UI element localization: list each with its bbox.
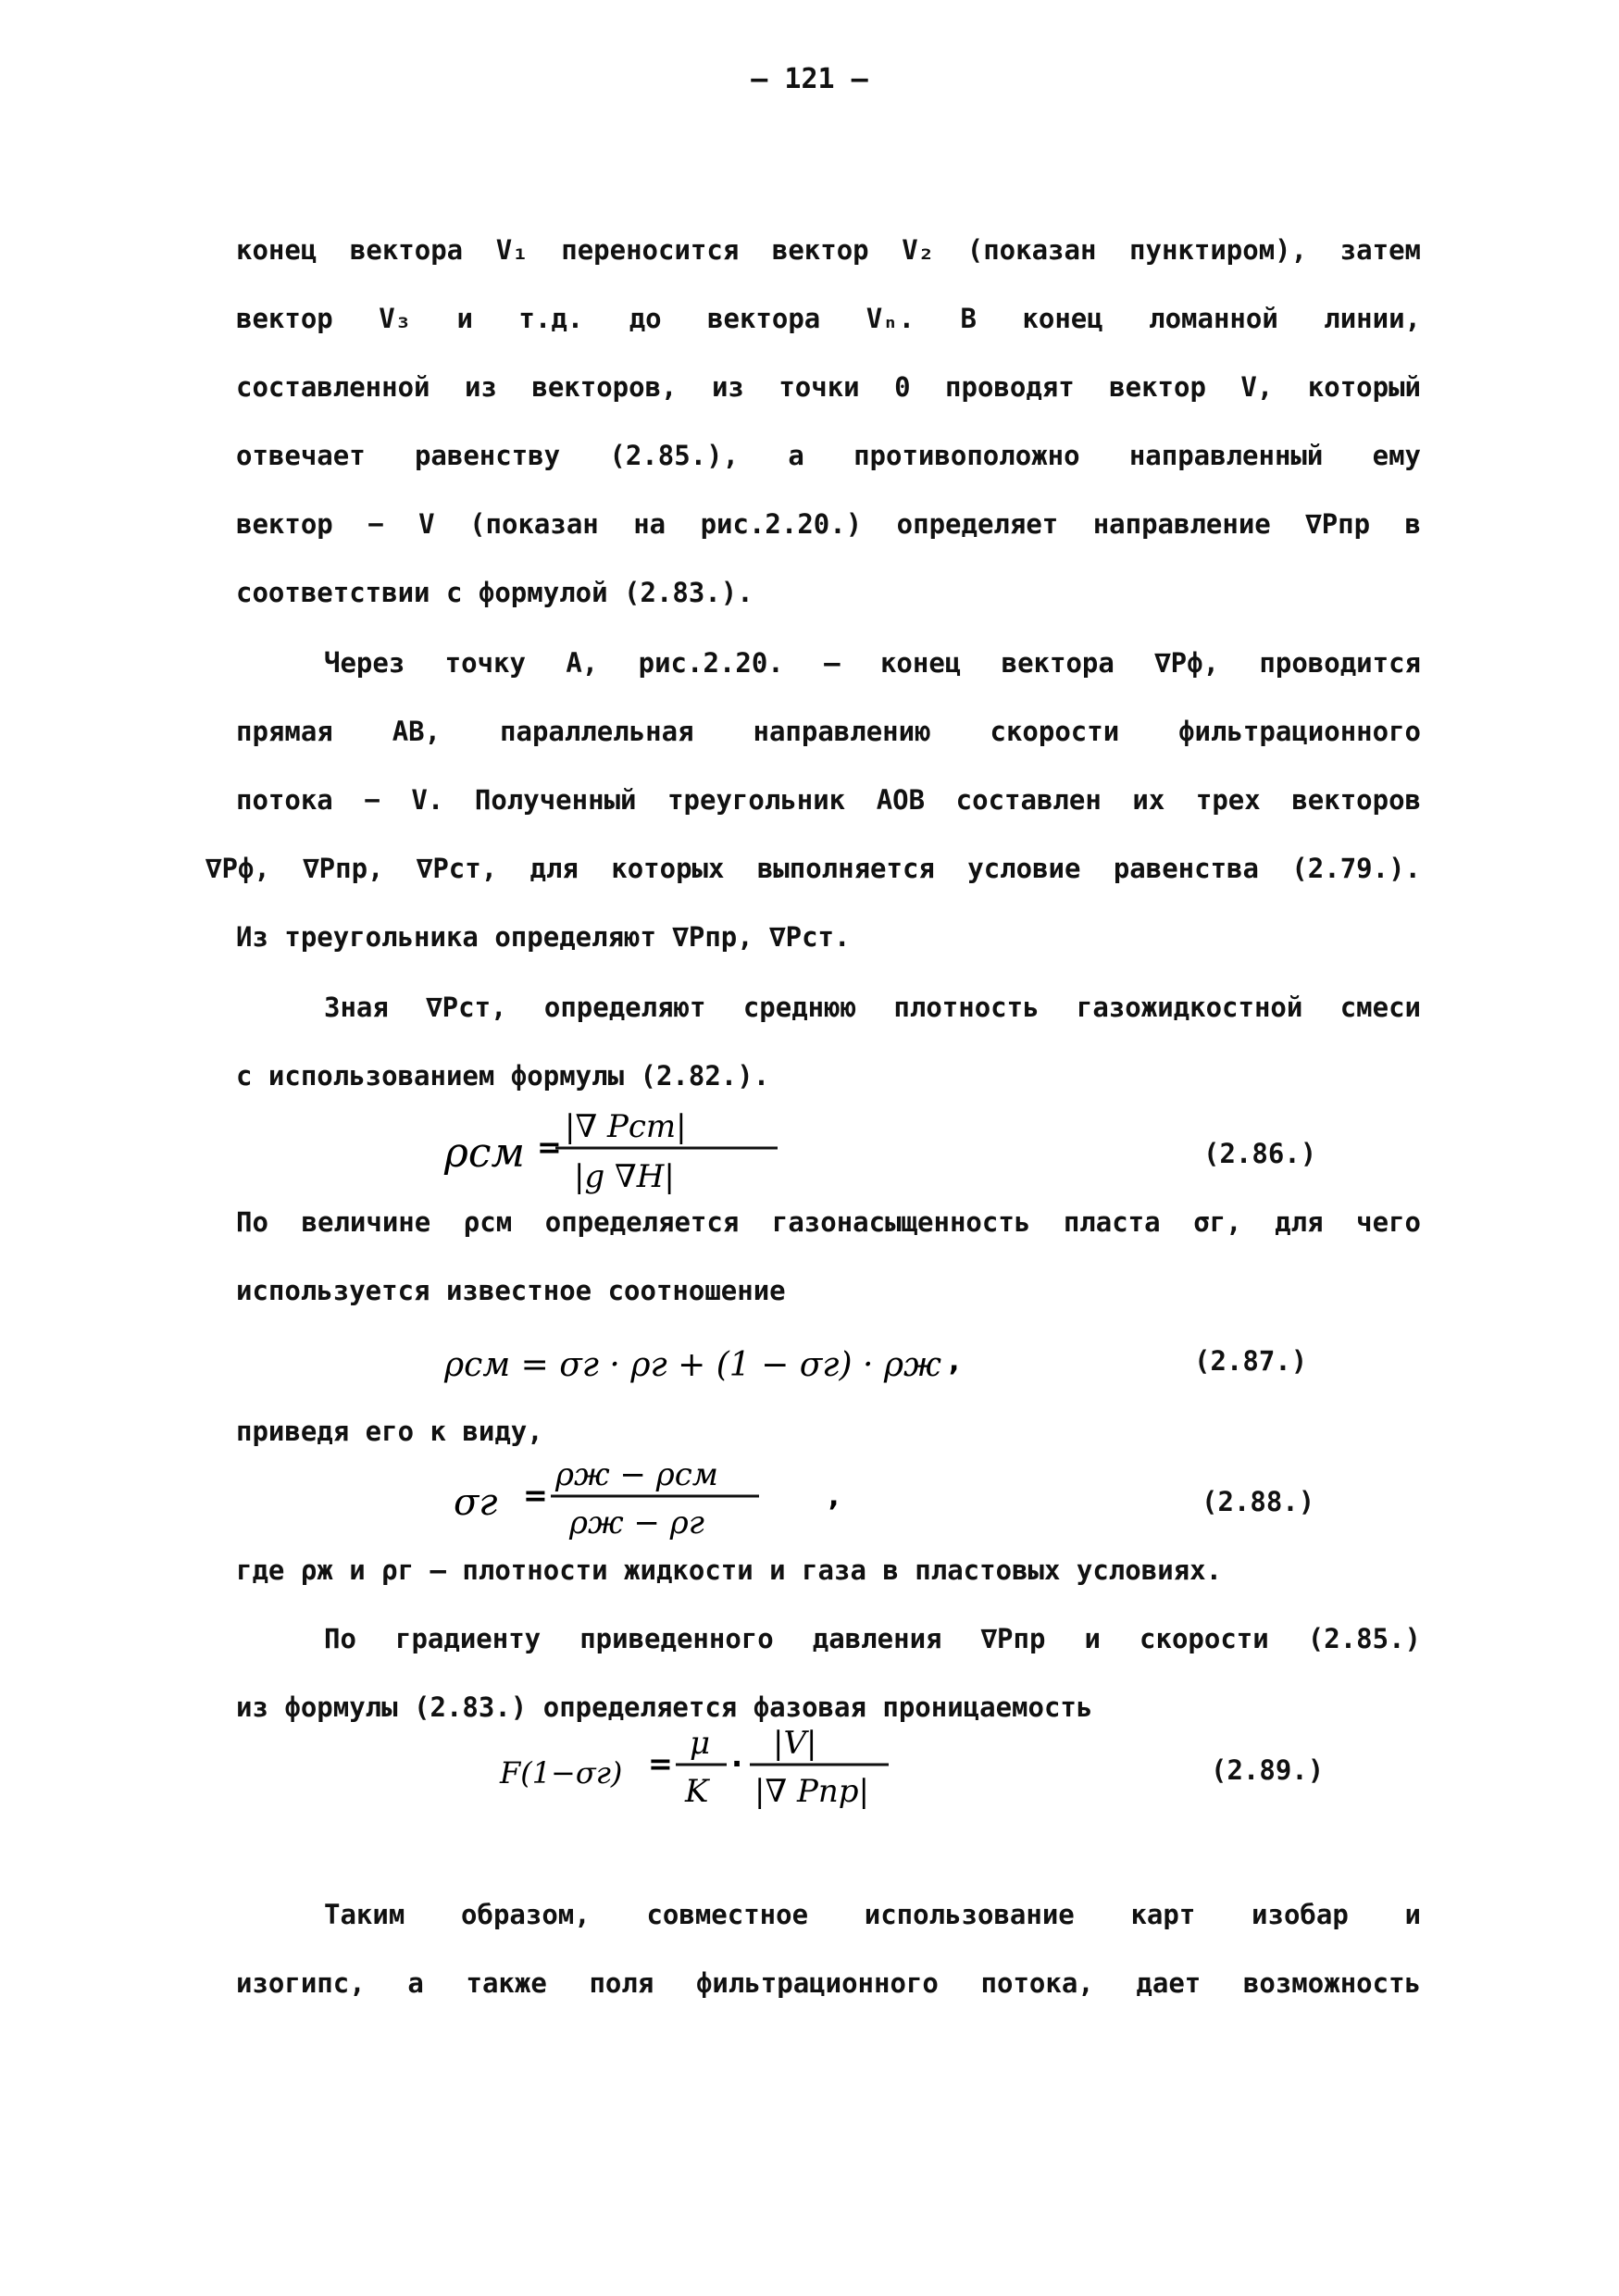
eq-2-89-frac2-den: |∇ Pпр| <box>754 1773 869 1810</box>
equation-number-2-89: (2.89.) <box>1211 1754 1325 1786</box>
svg-text:=: = <box>537 1129 562 1165</box>
text-line-1: конец вектора V₁ переносится вектор V₂ (показан пунктиром), затем <box>236 234 1421 266</box>
eq-2-88-numerator: ρж − ρсм <box>555 1456 718 1493</box>
text-line-13: с использованием формулы (2.82.). <box>236 1060 770 1092</box>
svg-text:·: · <box>731 1746 743 1781</box>
svg-text:,: , <box>949 1345 960 1378</box>
text-line-18: По градиенту приведенного давления ∇Pпр и скорости (2.85.) <box>324 1623 1421 1654</box>
text-line-9: потока − V. Полученный треугольник АОВ составлен их трех векторов <box>236 784 1421 816</box>
text-line-5: вектор − V (показан на рис.2.20.) определяет направление ∇Pпр в <box>236 508 1421 540</box>
svg-text:,: , <box>828 1480 840 1513</box>
text-line-8: прямая АВ, параллельная направлению скорости фильтрационного <box>236 716 1421 747</box>
svg-text:=: = <box>648 1746 673 1781</box>
text-line-19: из формулы (2.83.) определяется фазовая проницаемость <box>236 1691 1093 1723</box>
text-line-6: соответствии с формулой (2.83.). <box>236 577 753 608</box>
text-line-11: Из треугольника определяют ∇Pпр, ∇Pст. <box>236 921 851 953</box>
equation-number-2-87: (2.87.) <box>1194 1345 1308 1377</box>
text-line-10: ∇Pф, ∇Pпр, ∇Pст, для которых выполняется условие равенства (2.79.). <box>205 853 1421 884</box>
eq-2-89-frac1-den: K <box>685 1773 709 1810</box>
eq-2-89-frac2-num: |V| <box>773 1725 817 1762</box>
text-line-14: По величине ρсм определяется газонасыщенность пласта σг, для чего <box>236 1206 1421 1238</box>
text-line-2: вектор V₃ и т.д. до вектора Vₙ. В конец ломанной линии, <box>236 303 1421 334</box>
text-line-20: Таким образом, совместное использование карт изобар и <box>324 1899 1421 1930</box>
text-line-7: Через точку А, рис.2.20. – конец вектора ∇Pф, проводится <box>324 647 1421 679</box>
equation-number-2-88: (2.88.) <box>1202 1486 1315 1517</box>
equation-number-2-86: (2.86.) <box>1203 1138 1317 1169</box>
svg-text:=: = <box>523 1478 548 1513</box>
text-line-21: изогипс, а также поля фильтрационного потока, дает возможность <box>236 1967 1421 1999</box>
text-line-12: Зная ∇Pст, определяют среднюю плотность газожидкостной смеси <box>324 992 1421 1023</box>
eq-2-86-lhs: ρсм <box>444 1129 525 1177</box>
page-number: – 121 – <box>751 63 868 95</box>
text-line-4: отвечает равенству (2.85.), а противоположно направленный ему <box>236 440 1421 471</box>
text-line-15: используется известное соотношение <box>236 1275 786 1306</box>
eq-2-88-denominator: ρж − ρг <box>569 1504 704 1541</box>
text-line-16: приведя его к виду, <box>236 1416 543 1447</box>
eq-2-88-lhs: σг <box>454 1481 498 1524</box>
text-line-17: где ρж и ρг – плотности жидкости и газа в пластовых условиях. <box>236 1554 1223 1586</box>
eq-2-89-frac1-num: μ <box>690 1725 711 1762</box>
eq-2-86-numerator: |∇ Pст| <box>565 1108 687 1145</box>
eq-2-89-lhs: F(1−σг) <box>500 1755 623 1791</box>
eq-2-86-denominator: |g ∇H| <box>574 1158 675 1195</box>
text-line-3: составленной из векторов, из точки 0 проводят вектор V, который <box>236 371 1421 403</box>
eq-2-87-text: ρсм = σг · ρг + (1 − σг) · ρж <box>444 1346 941 1384</box>
